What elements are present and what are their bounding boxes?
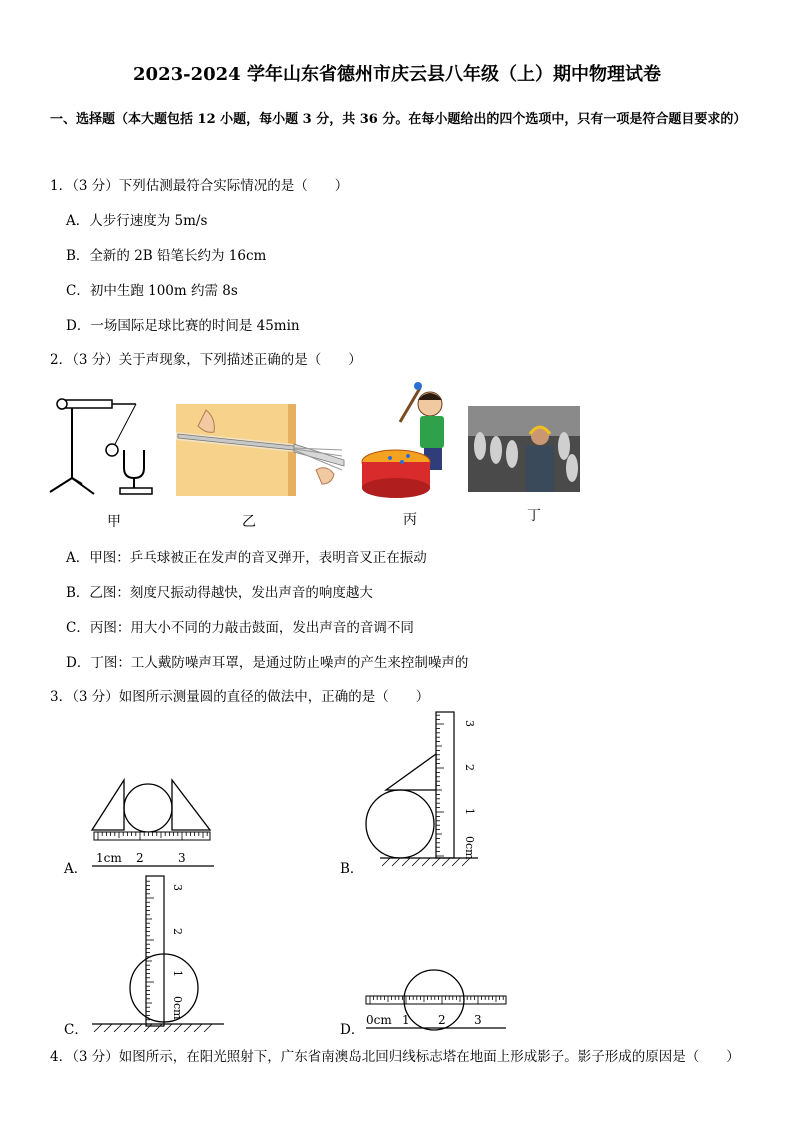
question-1-stem: 1．（3 分）下列估测最符合实际情况的是（ ） — [50, 178, 349, 194]
q3-b-mark-0cm: 0cm — [463, 836, 476, 860]
question-1-option-d: D．一场国际足球比赛的时间是 45min — [66, 318, 300, 334]
q3-b-mark-3: 3 — [463, 720, 476, 727]
q3-c-mark-1: 1 — [171, 970, 184, 977]
figure-yi-ruler-on-table — [176, 404, 346, 496]
q3-d-mark-0cm: 0cm — [366, 1013, 392, 1027]
q3-c-mark-3: 3 — [171, 884, 184, 891]
caption-bing: 丙 — [403, 512, 417, 528]
page-title: 2023-2024 学年山东省德州市庆云县八年级（上）期中物理试卷 — [133, 64, 661, 85]
caption-jia: 甲 — [107, 514, 121, 530]
q3-a-mark-1cm: 1cm — [96, 851, 122, 865]
q3-d-mark-1: 1 — [402, 1013, 410, 1027]
question-3-stem: 3．（3 分）如图所示测量圆的直径的做法中，正确的是（ ） — [50, 689, 430, 705]
question-4-stem: 4．（3 分）如图所示，在阳光照射下，广东省南澳岛北回归线标志塔在地面上形成影子。影子形成的原因是（ ） — [50, 1049, 740, 1065]
caption-ding: 丁 — [527, 508, 541, 524]
caption-yi: 乙 — [242, 514, 256, 530]
question-1-option-c: C．初中生跑 100m 约需 8s — [66, 283, 238, 299]
question-2-stem: 2．（3 分）关于声现象，下列描述正确的是（ ） — [50, 352, 362, 368]
figure-ding-factory-worker — [468, 406, 580, 492]
question-2-option-b: B．乙图：刻度尺振动得越快，发出声音的响度越大 — [66, 585, 373, 601]
q3-a-mark-2: 2 — [136, 851, 144, 865]
q3-figure-d — [362, 966, 512, 1032]
q3-label-c: C． — [64, 1022, 88, 1038]
q3-b-mark-2: 2 — [463, 764, 476, 771]
q3-figure-a — [88, 778, 218, 870]
q3-b-mark-1: 1 — [463, 808, 476, 815]
q3-label-d: D． — [340, 1022, 365, 1038]
q3-figure-b — [360, 708, 484, 870]
figure-bing-drum — [360, 382, 460, 500]
question-1-option-a: A．人步行速度为 5m/s — [66, 213, 208, 229]
question-2-option-c: C．丙图：用大小不同的力敲击鼓面，发出声音的音调不同 — [66, 620, 414, 636]
figure-jia-tuning-fork — [44, 392, 164, 502]
q3-label-b: B． — [340, 861, 364, 877]
q3-figure-c — [88, 872, 228, 1032]
q3-c-mark-2: 2 — [171, 928, 184, 935]
question-2-option-a: A．甲图：乒乓球被正在发声的音叉弹开，表明音叉正在振动 — [66, 550, 427, 566]
q3-a-mark-3: 3 — [178, 851, 186, 865]
q3-c-mark-0cm: 0cm — [171, 996, 184, 1020]
q3-d-mark-2: 2 — [438, 1013, 446, 1027]
question-1-option-b: B．全新的 2B 铅笔长约为 16cm — [66, 248, 267, 264]
question-2-option-d: D．丁图：工人戴防噪声耳罩，是通过防止噪声的产生来控制噪声的 — [66, 655, 469, 671]
q3-label-a: A． — [64, 861, 88, 877]
section-heading: 一、选择题（本大题包括 12 小题，每小题 3 分，共 36 分。在每小题给出的四个选项中，只有一项是符合题目要求的） — [50, 112, 747, 127]
q3-d-mark-3: 3 — [474, 1013, 482, 1027]
